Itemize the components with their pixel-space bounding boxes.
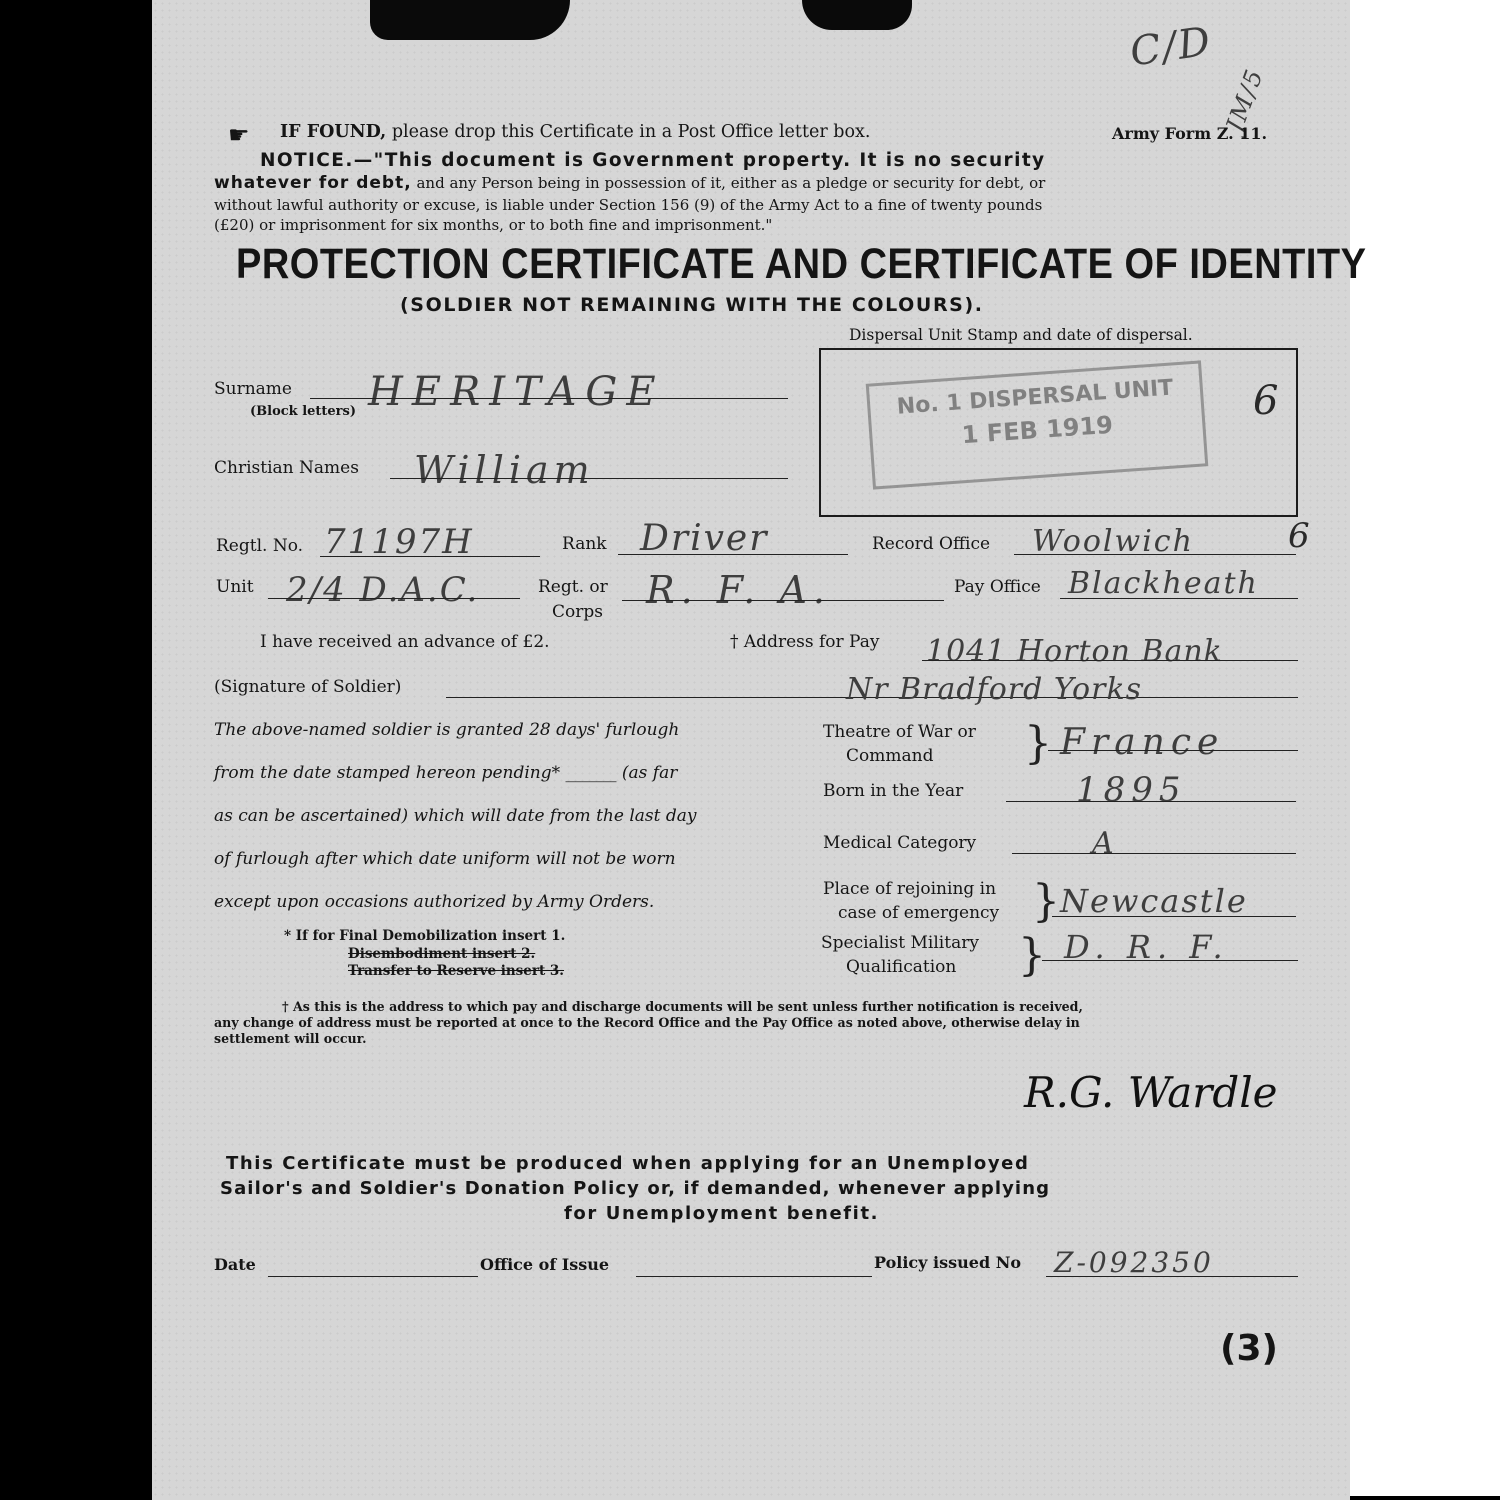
issue-date-label: Date: [214, 1255, 256, 1274]
theatre-label-1: Theatre of War or: [823, 722, 976, 742]
rejoin-brace: }: [1032, 876, 1060, 927]
pay-office-label: Pay Office: [954, 577, 1041, 597]
rejoin-rule: [1052, 916, 1296, 917]
notice-line-2-rest: and any Person being in possession of it, either as a pledge or security for debt, or: [416, 174, 1046, 192]
regtl-no-value: 71197H: [324, 522, 474, 562]
corner-mark-initials: JM/5: [1220, 64, 1270, 136]
bottom-notice-line-3: for Unemployment benefit.: [564, 1203, 880, 1224]
stamp-box-label: Dispersal Unit Stamp and date of dispersal.: [849, 326, 1193, 344]
furlough-line-3: as can be ascertained) which will date from the last day: [214, 806, 697, 826]
surname-label: Surname: [214, 379, 292, 399]
advance-text: I have received an advance of £2.: [260, 632, 550, 652]
dagger-note-line-3: settlement will occur.: [214, 1031, 367, 1046]
record-office-value: Woolwich: [1032, 524, 1194, 559]
specialist-value: D. R. F.: [1064, 928, 1229, 966]
theatre-brace: }: [1024, 718, 1052, 769]
theatre-rule: [1048, 750, 1298, 751]
army-form-number: Army Form Z. 11.: [1112, 124, 1268, 143]
address-line-2: Nr Bradford Yorks: [846, 672, 1143, 707]
rejoin-label-1: Place of rejoining in: [823, 879, 997, 899]
policy-issued-value: Z-092350: [1054, 1246, 1214, 1279]
dagger-note-line-1: † As this is the address to which pay and discharge documents will be sent unless further notification is received,: [282, 999, 1083, 1014]
if-found-line: [280, 122, 870, 142]
dispersal-stamp-box: [819, 348, 1298, 517]
torn-edge-left: [370, 0, 570, 40]
theatre-label-2: Command: [846, 746, 934, 766]
rejoin-label-2: case of emergency: [838, 903, 1000, 923]
specialist-brace: }: [1018, 930, 1046, 981]
regt-label-2: Corps: [552, 602, 603, 622]
page-number: (3): [1220, 1328, 1278, 1369]
notice-line-4: (£20) or imprisonment for six months, or to both fine and imprisonment.": [214, 216, 773, 234]
surname-value: HERITAGE: [368, 369, 665, 415]
furlough-line-2: from the date stamped hereon pending* ______ (as far: [214, 763, 678, 783]
medical-value: A: [1092, 826, 1116, 861]
notice-line-3: without lawful authority or excuse, is liable under Section 156 (9) of the Army Act to a fine of twenty pounds: [214, 196, 1043, 214]
regt-rule: [622, 600, 944, 601]
surname-rule: [310, 398, 788, 399]
born-rule: [1006, 801, 1296, 802]
pointer-hand-icon: ☛: [228, 121, 250, 149]
christian-names-value: William: [414, 448, 595, 492]
specialist-rule: [1042, 960, 1298, 961]
officer-signature: R.G. Wardle: [1024, 1068, 1278, 1117]
stamp-box-mark: 6: [1253, 378, 1281, 424]
record-office-mark: 6: [1288, 516, 1312, 556]
certificate-title: PROTECTION CERTIFICATE AND CERTIFICATE OF IDENTITY: [236, 241, 1367, 289]
bottom-notice-line-2: Sailor's and Soldier's Donation Policy or, if demanded, whenever applying: [220, 1178, 1051, 1199]
address-label: † Address for Pay: [730, 632, 880, 652]
rejoin-value: Newcastle: [1060, 882, 1248, 920]
if-found-rest: please drop this Certificate in a Post Office letter box.: [391, 122, 871, 142]
born-label: Born in the Year: [823, 781, 964, 801]
theatre-value: France: [1060, 722, 1225, 763]
rank-value: Driver: [640, 518, 769, 559]
address-rule-1: [922, 660, 1298, 661]
regt-label-1: Regt. or: [538, 577, 608, 597]
soldier-signature-label: (Signature of Soldier): [214, 677, 402, 697]
policy-issued-label: Policy issued No: [874, 1253, 1021, 1272]
born-value: 1895: [1076, 770, 1187, 810]
bottom-notice-line-1: This Certificate must be produced when applying for an Unemployed: [226, 1153, 1030, 1174]
footnote-star-line-3: Transfer to Reserve insert 3.: [348, 963, 565, 979]
medical-label: Medical Category: [823, 833, 977, 853]
office-of-issue-label: Office of Issue: [480, 1255, 610, 1274]
pay-office-rule: [1060, 598, 1298, 599]
address-line-1: 1041 Horton Bank: [926, 634, 1223, 669]
footnote-star-line-1: * If for Final Demobilization insert 1.: [284, 928, 566, 944]
issue-date-rule: [268, 1276, 478, 1277]
notice-line-1: NOTICE.—"This document is Government property. It is no security: [260, 150, 1046, 171]
footnote-star-line-2: Disembodiment insert 2.: [348, 946, 536, 962]
if-found-lead: IF FOUND,: [280, 122, 387, 142]
unit-value: 2/4 D.A.C.: [286, 570, 480, 610]
specialist-label-2: Qualification: [846, 957, 957, 977]
certificate-sheet: [152, 0, 1367, 1500]
rank-label: Rank: [562, 534, 607, 554]
stamp-line-1: No. 1 DISPERSAL UNIT: [896, 375, 1175, 420]
policy-issued-rule: [1046, 1276, 1298, 1277]
furlough-line-4: of furlough after which date uniform will not be worn: [214, 849, 676, 869]
christian-names-label: Christian Names: [214, 458, 359, 478]
medical-rule: [1012, 853, 1296, 854]
record-office-label: Record Office: [872, 534, 991, 554]
pay-office-value: Blackheath: [1068, 566, 1259, 601]
regtl-no-label: Regtl. No.: [216, 536, 304, 556]
rank-rule: [618, 554, 848, 555]
notice-line-2-bold: whatever for debt,: [214, 173, 412, 193]
unit-rule: [268, 598, 520, 599]
surname-sublabel: (Block letters): [250, 404, 357, 419]
scan-border-left: [0, 0, 152, 1500]
unit-label: Unit: [216, 577, 254, 597]
christian-names-rule: [390, 478, 788, 479]
torn-edge-middle: [802, 0, 912, 30]
notice-line-2: [214, 173, 1045, 193]
dispersal-stamp: [866, 360, 1209, 489]
certificate-subtitle: (SOLDIER NOT REMAINING WITH THE COLOURS).: [400, 294, 984, 316]
office-of-issue-rule: [636, 1276, 872, 1277]
corner-mark-cd: C/D: [1127, 18, 1215, 76]
stamp-line-2: 1 FEB 1919: [960, 410, 1114, 450]
furlough-line-1: The above-named soldier is granted 28 days' furlough: [214, 720, 680, 740]
specialist-label-1: Specialist Military: [821, 933, 979, 953]
dagger-note-line-2: any change of address must be reported at once to the Record Office and the Pay Office as noted above, otherwise delay in: [214, 1015, 1080, 1030]
regtl-no-rule: [320, 556, 540, 557]
furlough-line-5: except upon occasions authorized by Army Orders.: [214, 892, 655, 912]
regt-value: R. F. A.: [646, 568, 831, 612]
record-office-rule: [1014, 554, 1296, 555]
